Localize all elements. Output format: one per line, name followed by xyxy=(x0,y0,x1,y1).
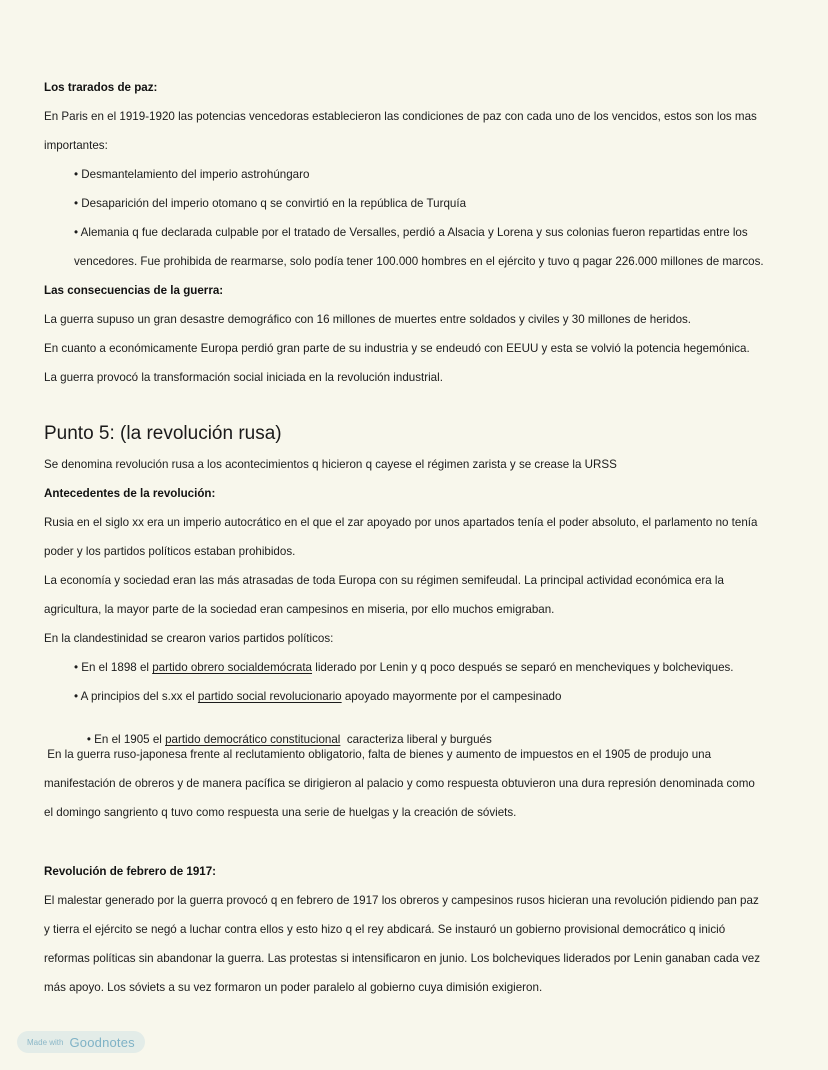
bullet-item: • Alemania q fue declarada culpable por el tratado de Versalles, perdió a Alsacia y Lorena y sus colonias fueron repartidas entre los xyxy=(74,226,748,239)
bullet-item-party xyxy=(74,690,561,704)
paragraph-line: manifestación de obreros y de manera pacífica se dirigieron al palacio y como respuesta obtuvieron una dura represión denominada como xyxy=(44,777,755,790)
bullet-item: • Desmantelamiento del imperio astrohúngaro xyxy=(74,168,310,181)
paragraph-line: el domingo sangriento q tuvo como respuesta una serie de huelgas y la creación de sóviets. xyxy=(44,806,517,819)
paragraph-line: En cuanto a económicamente Europa perdió gran parte de su industria y se endeudó con EEUU y esta se volvió la potencia hegemónica. xyxy=(44,342,750,355)
bullet-item-continuation: vencedores. Fue prohibida de rearmarse, solo podía tener 100.000 hombres en el ejército y tuvo q pagar 226.000 millones de marcos. xyxy=(74,255,764,268)
paragraph-line: El malestar generado por la guerra provocó q en febrero de 1917 los obreros y campesinos rusos hicieran una revolución pidiendo pan paz xyxy=(44,894,759,907)
bullet-suffix: caracteriza liberal y burgués xyxy=(340,733,492,746)
party-name-underlined: partido obrero socialdemócrata xyxy=(152,661,313,674)
bullet-prefix: • En el 1905 el xyxy=(86,733,166,746)
section-title-consecuencias: Las consecuencias de la guerra: xyxy=(44,284,224,297)
paragraph-line: La guerra supuso un gran desastre demográfico con 16 millones de muertes entre soldados y civiles y 30 millones de heridos. xyxy=(44,313,692,326)
bullet-item-party xyxy=(74,661,734,675)
paragraph-line: En Paris en el 1919-1920 las potencias vencedoras establecieron las condiciones de paz con cada uno de los vencidos, estos son los mas xyxy=(44,110,757,123)
watermark-made-with: Made with xyxy=(27,1037,64,1047)
goodnotes-watermark xyxy=(17,1031,145,1053)
section-title-febrero: Revolución de febrero de 1917: xyxy=(44,865,217,878)
paragraph-line: y tierra el ejército se negó a luchar contra ellos y esto hizo q el rey abdicará. Se instauró un gobierno provisional democrático q inició xyxy=(44,923,726,936)
paragraph-line: Se denomina revolución rusa a los acontecimientos q hicieron q cayese el régimen zarista y se crease la URSS xyxy=(44,458,617,471)
bullet-suffix: liderado por Lenin y q poco después se separó en mencheviques y bolcheviques. xyxy=(312,661,734,674)
paragraph-line: La guerra provocó la transformación social iniciada en la revolución industrial. xyxy=(44,371,443,384)
bullet-prefix: • En el 1898 el xyxy=(74,661,153,674)
heading-punto-5: Punto 5: (la revolución rusa) xyxy=(44,423,282,444)
section-title-tratados: Los trarados de paz: xyxy=(44,81,158,94)
bullet-suffix: apoyado mayormente por el campesinado xyxy=(341,690,562,703)
paragraph-line: reformas políticas sin abandonar la guerra. Las protestas si intensificaron en junio. Los bolcheviques liderados por Lenin ganaban cada vez xyxy=(44,952,761,965)
watermark-brand: Goodnotes xyxy=(69,1034,135,1050)
paragraph-line: En la guerra ruso-japonesa frente al reclutamiento obligatorio, falta de bienes y aumento de impuestos en el 1905 de produjo una xyxy=(44,748,712,761)
party-name-underlined: partido social revolucionario xyxy=(197,690,342,703)
paragraph-line: En la clandestinidad se crearon varios partidos políticos: xyxy=(44,632,334,645)
paragraph-line: poder y los partidos políticos estaban prohibidos. xyxy=(44,545,296,558)
section-title-antecedentes: Antecedentes de la revolución: xyxy=(44,487,216,500)
paragraph-line: más apoyo. Los sóviets a su vez formaron un poder paralelo al gobierno cuya dimisión exigieron. xyxy=(44,981,543,994)
bullet-item: • Desaparición del imperio otomano q se convirtió en la república de Turquía xyxy=(74,197,467,210)
party-name-underlined: partido democrático constitucional xyxy=(165,733,341,746)
paragraph-line: La economía y sociedad eran las más atrasadas de toda Europa con su régimen semifeudal. La principal actividad económica era la xyxy=(44,574,724,587)
paragraph-line: agricultura, la mayor parte de la sociedad eran campesinos en miseria, por ello muchos emigraban. xyxy=(44,603,555,616)
paragraph-line: Rusia en el siglo xx era un imperio autocrático en el que el zar apoyado por unos apartados tenía el poder absoluto, el parlamento no tenía xyxy=(44,516,758,529)
bullet-prefix: • A principios del s.xx el xyxy=(74,690,198,703)
paragraph-line: importantes: xyxy=(44,139,108,152)
